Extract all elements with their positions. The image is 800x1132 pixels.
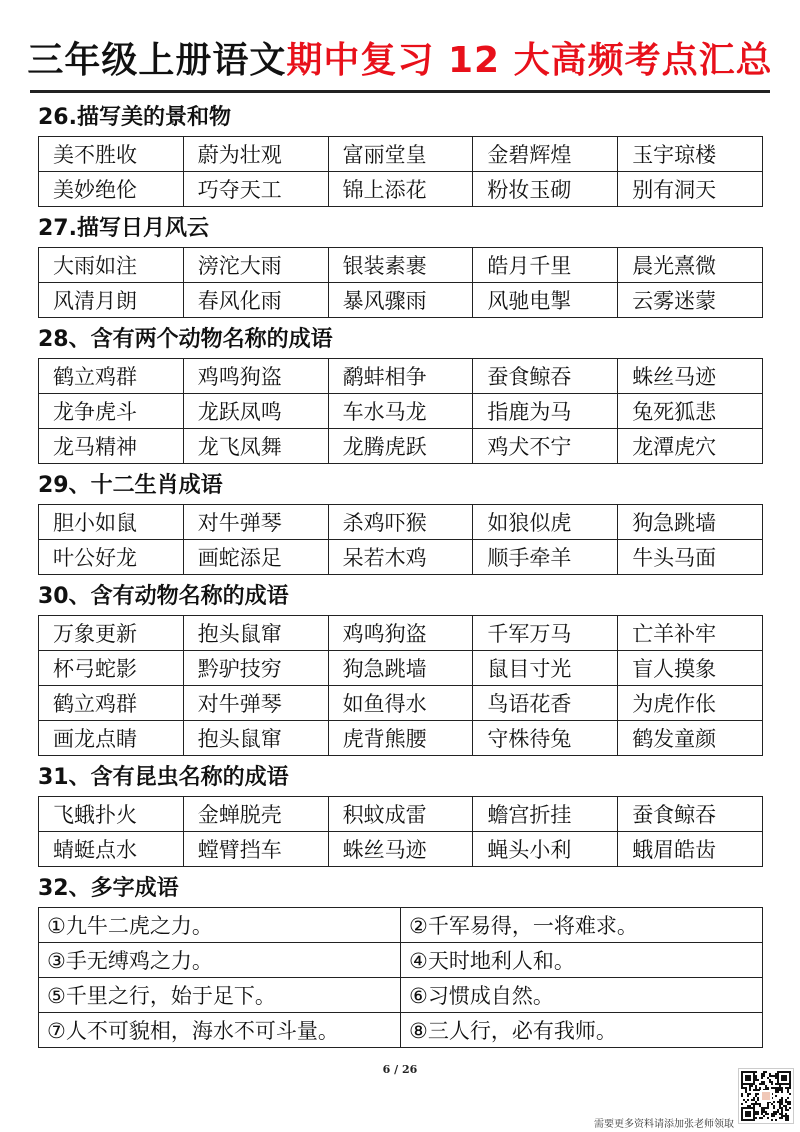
footer-note: 需要更多资料请添加张老师领取 [594, 1119, 734, 1130]
section-title: 28、含有两个动物名称的成语 [38, 327, 333, 352]
title-part-black: 三年级上册语文 [27, 40, 287, 81]
idiom-cell: 蝇头小利 [473, 832, 618, 867]
qr-code-icon [738, 1068, 794, 1124]
idiom-cell: 杀鸡吓猴 [328, 505, 473, 540]
idiom-cell: 蚕食鲸吞 [618, 797, 763, 832]
section-title: 31、含有昆虫名称的成语 [38, 765, 289, 790]
idiom-cell: 巧夺天工 [183, 172, 328, 207]
idiom-table [38, 504, 763, 575]
idiom-cell: 龙马精神 [39, 429, 184, 464]
table-row [39, 283, 763, 318]
idiom-cell: 杯弓蛇影 [39, 651, 184, 686]
idiom-cell: 守株待兔 [473, 721, 618, 756]
idiom-cell: 龙争虎斗 [39, 394, 184, 429]
table-row [39, 505, 763, 540]
idiom-table [38, 358, 763, 464]
idiom-cell: 画蛇添足 [183, 540, 328, 575]
idiom-cell: 美不胜收 [39, 137, 184, 172]
idiom-cell: ⑤千里之行，始于足下。 [39, 978, 401, 1013]
idiom-section [38, 468, 764, 575]
table-row [39, 832, 763, 867]
idiom-cell: 积蚊成雷 [328, 797, 473, 832]
idiom-cell: 狗急跳墙 [328, 651, 473, 686]
idiom-cell: 富丽堂皇 [328, 137, 473, 172]
section-title: 32、多字成语 [38, 876, 179, 901]
idiom-cell: 叶公好龙 [39, 540, 184, 575]
idiom-cell: 大雨如注 [39, 248, 184, 283]
idiom-cell: 指鹿为马 [473, 394, 618, 429]
idiom-cell: 晨光熹微 [618, 248, 763, 283]
idiom-cell: 为虎作伥 [618, 686, 763, 721]
idiom-section [38, 760, 764, 867]
idiom-cell: 狗急跳墙 [618, 505, 763, 540]
idiom-cell: 玉宇琼楼 [618, 137, 763, 172]
idiom-cell: 呆若木鸡 [328, 540, 473, 575]
idiom-cell: 盲人摸象 [618, 651, 763, 686]
idiom-cell: 龙潭虎穴 [618, 429, 763, 464]
title-part-red: 期中复习 12 大高频考点汇总 [286, 40, 773, 81]
idiom-cell: 千军万马 [473, 616, 618, 651]
idiom-cell: 蟾宫折挂 [473, 797, 618, 832]
idiom-cell: 亡羊补牢 [618, 616, 763, 651]
idiom-cell: 蚕食鲸吞 [473, 359, 618, 394]
idiom-cell: 飞蛾扑火 [39, 797, 184, 832]
idiom-cell: 如鱼得水 [328, 686, 473, 721]
idiom-cell: 车水马龙 [328, 394, 473, 429]
table-row [39, 172, 763, 207]
idiom-cell: 蛾眉皓齿 [618, 832, 763, 867]
idiom-section [38, 100, 764, 207]
idiom-cell: 鸡犬不宁 [473, 429, 618, 464]
idiom-cell: 鹤立鸡群 [39, 359, 184, 394]
idiom-cell: 鹤立鸡群 [39, 686, 184, 721]
idiom-cell: 画龙点睛 [39, 721, 184, 756]
table-row [39, 429, 763, 464]
idiom-cell: 金碧辉煌 [473, 137, 618, 172]
idiom-cell: 别有洞天 [618, 172, 763, 207]
idiom-cell: 银装素裹 [328, 248, 473, 283]
table-row [39, 616, 763, 651]
idiom-cell: 顺手牵羊 [473, 540, 618, 575]
title-underline [30, 90, 770, 93]
table-row [39, 686, 763, 721]
table-row [39, 359, 763, 394]
idiom-cell: 美妙绝伦 [39, 172, 184, 207]
section-title: 29、十二生肖成语 [38, 473, 223, 498]
idiom-cell: 金蝉脱壳 [183, 797, 328, 832]
idiom-cell: 对牛弹琴 [183, 686, 328, 721]
idiom-cell: ①九牛二虎之力。 [39, 908, 401, 943]
idiom-table [38, 907, 763, 1048]
idiom-section [38, 579, 764, 756]
section-title: 26.描写美的景和物 [38, 105, 231, 130]
table-row [39, 908, 763, 943]
table-row [39, 137, 763, 172]
idiom-cell: ④天时地利人和。 [401, 943, 763, 978]
table-row [39, 248, 763, 283]
idiom-cell: 黔驴技穷 [183, 651, 328, 686]
idiom-cell: 风驰电掣 [473, 283, 618, 318]
idiom-cell: ③手无缚鸡之力。 [39, 943, 401, 978]
idiom-cell: 蛛丝马迹 [618, 359, 763, 394]
table-row [39, 1013, 763, 1048]
idiom-table [38, 247, 763, 318]
idiom-cell: 对牛弹琴 [183, 505, 328, 540]
table-row [39, 943, 763, 978]
section-title: 30、含有动物名称的成语 [38, 584, 289, 609]
idiom-cell: 龙跃凤鸣 [183, 394, 328, 429]
idiom-cell: 螳臂挡车 [183, 832, 328, 867]
table-row [39, 978, 763, 1013]
idiom-cell: 鸡鸣狗盗 [183, 359, 328, 394]
idiom-cell: 龙飞凤舞 [183, 429, 328, 464]
idiom-section [38, 871, 764, 1048]
idiom-table [38, 615, 763, 756]
idiom-cell: 抱头鼠窜 [183, 721, 328, 756]
idiom-cell: 鸟语花香 [473, 686, 618, 721]
idiom-cell: 蛛丝马迹 [328, 832, 473, 867]
idiom-cell: 虎背熊腰 [328, 721, 473, 756]
idiom-cell: 暴风骤雨 [328, 283, 473, 318]
idiom-cell: 蜻蜓点水 [39, 832, 184, 867]
page-number: 6 / 26 [382, 1063, 418, 1076]
idiom-cell: 龙腾虎跃 [328, 429, 473, 464]
idiom-cell: 胆小如鼠 [39, 505, 184, 540]
idiom-cell: 滂沱大雨 [183, 248, 328, 283]
table-row [39, 651, 763, 686]
idiom-cell: 风清月朗 [39, 283, 184, 318]
idiom-cell: 鼠目寸光 [473, 651, 618, 686]
idiom-cell: 鸡鸣狗盗 [328, 616, 473, 651]
idiom-cell: 粉妆玉砌 [473, 172, 618, 207]
table-row [39, 540, 763, 575]
idiom-cell: 兔死狐悲 [618, 394, 763, 429]
idiom-cell: 蔚为壮观 [183, 137, 328, 172]
section-title: 27.描写日月风云 [38, 216, 209, 241]
idiom-cell: 鹬蚌相争 [328, 359, 473, 394]
idiom-cell: 锦上添花 [328, 172, 473, 207]
idiom-cell: 云雾迷蒙 [618, 283, 763, 318]
idiom-cell: ⑦人不可貌相，海水不可斗量。 [39, 1013, 401, 1048]
idiom-table [38, 796, 763, 867]
idiom-cell: 皓月千里 [473, 248, 618, 283]
idiom-cell: ⑥习惯成自然。 [401, 978, 763, 1013]
idiom-sections [38, 100, 764, 1052]
idiom-cell: 鹤发童颜 [618, 721, 763, 756]
idiom-cell: 万象更新 [39, 616, 184, 651]
idiom-cell: 牛头马面 [618, 540, 763, 575]
idiom-section [38, 211, 764, 318]
idiom-cell: 抱头鼠窜 [183, 616, 328, 651]
table-row [39, 721, 763, 756]
idiom-cell: ②千军易得，一将难求。 [401, 908, 763, 943]
page-title [0, 36, 800, 86]
idiom-table [38, 136, 763, 207]
idiom-section [38, 322, 764, 464]
table-row [39, 394, 763, 429]
table-row [39, 797, 763, 832]
idiom-cell: 如狼似虎 [473, 505, 618, 540]
idiom-cell: 春风化雨 [183, 283, 328, 318]
idiom-cell: ⑧三人行，必有我师。 [401, 1013, 763, 1048]
